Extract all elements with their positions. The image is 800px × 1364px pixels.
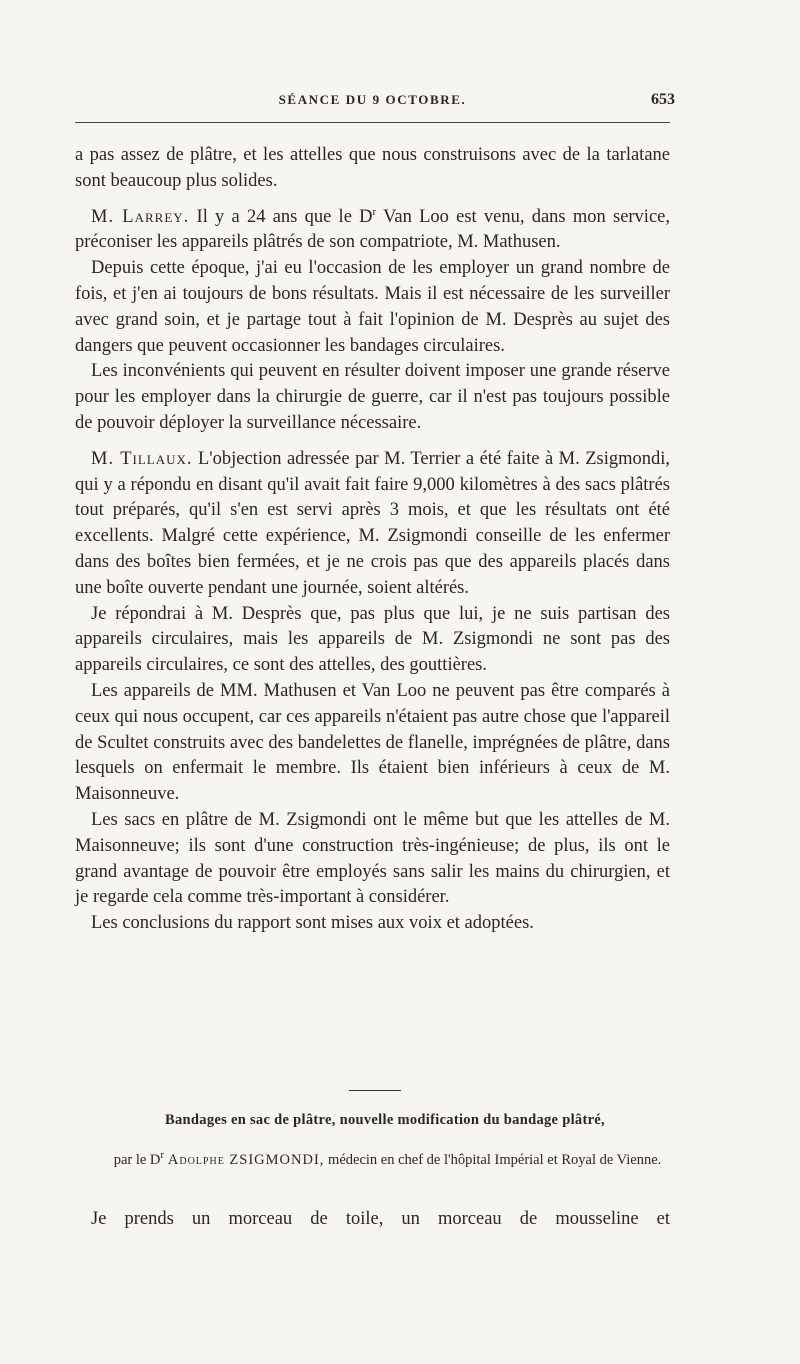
section-title: Bandages en sac de plâtre, nouvelle modification du bandage plâtré, <box>165 1112 605 1128</box>
running-head <box>75 91 675 122</box>
section-byline <box>75 1150 700 1170</box>
paragraph-text: L'objection adressée par M. Terrier a été faite à M. Zsigmondi, qui y a répondu en disant qu'il avait fait faire 9,000 kilomètres à des sacs plâtrés tout préparés, qu'il s'en est servi après 3 mois, et que les résultats ont été excellents. Malgré cette expérience, M. Zsigmondi conseille de les enfermer dans des boîtes bien fermées, et je ne crois pas que des appareils placés dans une boîte ouverte pendant une journée, soient altérés. <box>75 448 670 598</box>
page-number: 653 <box>651 91 675 108</box>
body-text <box>75 143 670 937</box>
section-divider <box>349 1090 401 1091</box>
paragraph: Je répondrai à M. Desprès que, pas plus que lui, je ne suis partisan des appareils circulaires, mais les appareils de M. Zsigmondi ne sont pas des appareils circulaires, ce sont des attelles, des gouttières. <box>75 603 670 676</box>
paragraph-larrey <box>75 205 670 257</box>
paragraph: Les conclusions du rapport sont mises aux voix et adoptées. <box>91 913 534 934</box>
paragraph: Les inconvénients qui peuvent en résulter doivent imposer une grande réserve pour les employer dans la chirurgie de guerre, car il n'est pas toujours possible de pouvoir déployer la surveillance nécessaire. <box>75 361 670 433</box>
running-title: SÉANCE DU 9 OCTOBRE. <box>278 92 467 107</box>
superscript: r <box>160 1149 165 1162</box>
superscript: r <box>372 205 377 218</box>
byline-text: par le D <box>113 1152 161 1168</box>
paragraph-continued: a pas assez de plâtre, et les attelles que nous construisons avec de la tarlatane sont beaucoup plus solides. <box>75 145 670 191</box>
header-rule <box>75 122 670 123</box>
speaker-name: M. Larrey. <box>91 206 190 227</box>
paragraph: Depuis cette époque, j'ai eu l'occasion de les employer un grand nombre de fois, et j'en ai toujours de bons résultats. Mais il est nécessaire de les surveiller avec grand soin, et je partage tout à fait l'opinion de M. Desprès au sujet des dangers que peuvent occasionner les bandages circulaires. <box>75 258 670 356</box>
paragraph: Les appareils de MM. Mathusen et Van Loo ne peuvent pas être comparés à ceux qui nous occupent, car ces appareils n'étaient pas autre chose que l'appareil de Scultet construits avec des bandelettes de flanelle, imprégnées de plâtre, dans lesquels on enfermait le membre. Ils étaient bien inférieurs à ceux de M. Maisonneuve. <box>75 680 670 805</box>
paragraph-tillaux <box>75 447 670 602</box>
paragraph-text: Il y a 24 ans que le D <box>189 206 373 227</box>
paragraph: Les sacs en plâtre de M. Zsigmondi ont le même but que les attelles de M. Maisonneuve; ils sont d'une construction très-ingénieuse; de plus, ils ont le grand avantage de pouvoir être employés sans salir les mains du chirurgien, et je regarde cela comme très-important à considérer. <box>75 809 670 908</box>
paragraph-text: Van Loo est venu, dans mon service, préconiser les appareils plâtrés de son compatriote, M. Mathusen. <box>75 206 670 253</box>
byline-text: médecin en chef de l'hôpital Impérial et Royal de Vienne. <box>324 1152 662 1168</box>
author-name: Adolphe ZSIGMONDI, <box>164 1152 325 1168</box>
section-first-line: Je prends un morceau de toile, un morceau de mousseline et <box>91 1209 670 1229</box>
speaker-name: M. Tillaux. <box>91 448 193 469</box>
